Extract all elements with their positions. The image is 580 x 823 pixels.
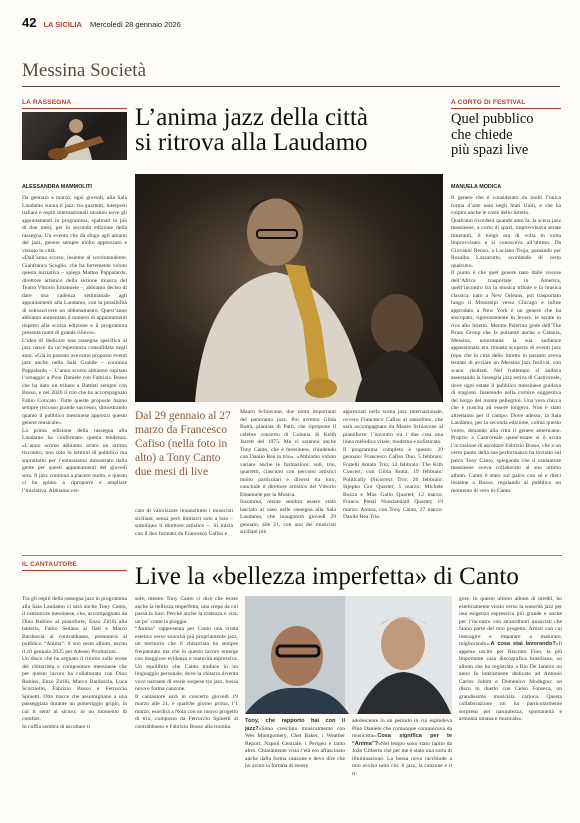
page-number: 42 xyxy=(22,15,37,30)
paper-name: LA SICILIA xyxy=(43,20,82,29)
top-article-column-3: Mauro Schiavone, due nomi importanti del panorama jazz. Poi avremo Gilda Buttà, pianista di Patti, che ripropone il celebre concerto di Colonia di Keith Jarrett del 1975. Ma ci saranno anche Tony Canto, che è messinese, chiudendo con Danilo Rea in trio». «Abbiamo voluto variare anche le formazioni: soli, trio, quartetti, ciascuno con percorsi artistici molto particolari e diversi tra loro, conclude il direttore artistico del Vittorio Emanuele per la Musica. Insomma, niente sembra essere stato lasciato al caso nelle rassegna alla Sala Laudamo, che inaugurerà giovedì 29 gennaio, alle 21, con uno dei musicisti siciliani più xyxy=(240,409,336,535)
interview-column-4 xyxy=(352,718,452,811)
interview-question-1: Tony, che rapporto hai con il jazz? xyxy=(245,718,345,732)
side-headline-line3: più spazi live xyxy=(451,142,529,158)
side-headline xyxy=(451,112,563,159)
side-headline-line2: che chiede xyxy=(451,126,513,143)
interview-answer-2-cont: gore. In questo ultimo album di inediti, ho esteticamente virato verso la sonorità jazz per una esigenza espressiva più grande e anche per l’incontro con straordinari musicisti che fanno parte del mio progetto. Artisti con cui interagire e imparare a maturare, migliorando». xyxy=(459,596,562,647)
interview-question-3: A cosa stai lavorando? xyxy=(490,641,556,647)
top-byline: ALESSANDRA MAMMOLITI xyxy=(22,184,92,190)
top-headline-line1: L’anima jazz della città xyxy=(135,104,368,131)
side-article-text: Il genere che è considerato da molti l’unica forma d’arte nata negli Stati Uniti, e che ha colpito anche le coste dello Stretto. Qualcuno ricorderà quando anni fa, la scena jazz messinese, a corto di spazi, improvvisava serate itineranti, il luogo era di volta in volta improvvisato e si conosceva all’ultimo. Da Giovanni Renzo, a Luciano Troja, passando per Rosalba Lazzarotto, scordando di certo qualcuno. Il punto è che quel genere nato dalle viscere dell’Africa trasportate in America, quell’incontro tra la musica tribale e la musica classica, nato a New Orleans, poi trasportato lungo il Mississipi verso Chicago e infine approdato a New York è un genere che ha sincopato, rigorosamente in levare, le serate in riva allo Stretto. Mentre Palermo gode dell’The Brass Group che fa pulsante anche a Catania, Messina, nonostante la sua audience appassionata era rimasta scoperta di eventi jazz (tipo che la città dello Stretto in passato aveva tentato di avviare un Messina jazz festival, con scarsi risultati. Nel frattempo si andava assestando la rassegna jazz estiva di Castroreale, dove ogni estate il pubblico messinese guidava di stagioni. Inserendo nella cornice suggestiva del borgo del monte pellegrini. Una vera chicca che è riuscita ad essere longeva. Non è stato altrettanto per il campo. Dove adesso, la Sala Laudamo, per la seconda edizione, colma questo vuoto, donando alla città il genere americano. Proprio a Castroreale quest’estate si è avuta l’occasione di ascoltare Fabrizio Bosso, che a un certo punto della sua performance ha invitato sul palco Tony Canto, spiegando che il cantautore messinese aveva collaborato al suo ultimo album. Canto è stato sul palco con sé e dieci insieme a Bosso, regalando al pubblico un momento di vero in-Canto. xyxy=(451,195,561,494)
bottom-section-rule xyxy=(22,555,562,556)
bottom-kicker-rule xyxy=(22,570,127,571)
bottom-column-1: Tra gli ospiti della rassegna jazz in programma alla Sala Laudamo ci sarà anche Tony Canto, il cantautore messinese, che, accompagnato da Dino Rubino al pianoforte, Enzo Zirilli alla batteria, Fabio Sedano ai fiati e Marco Bardoscia al contrabbasso, presenterà al pubblico “Anima”: il suo sesto album, uscito il 10 gennaio 2025 per Adesso Produzioni. Un disco che ha segnato il ritorno sulle scene del chitarrista e compositore messinese che per questo lavoro ha collaborato con Dino Rubino, Enzo Zirilli, Marco Bardoscia, Luca Scorziello, Fabrizio Bosso e Ferruccio Spinetti. Otto tracce che assomigliano a una passeggiata durante un pomeriggio grigio, in cui ti senti al sicuro; in un momento di comfort. In cuffia sembra di ascoltare il xyxy=(22,596,127,730)
saxophonist-photo xyxy=(135,174,443,402)
bottom-column-2: sole, mentre Tony Canto ci dice che esiste anche la bellezza imperfetta, una crepa da cui passa la luce. Perché anche la tristezza è vita, un po’ come la pioggia. “Anima” rappresenta per Canto una virata estetica verso sonorità più propriamente jazz, un territorio che il chitarrista ha sempre frequentato ma che in questo lavoro emerge con maggiore evidenza e maturità espressiva. Un equilibrio che Canto traduce in un linguaggio personale, dove la chitarra diventa voce narrante di storie sospese tra jazz, bossa nova e forma canzone. Il cantautore sarà in concerto giovedì 19 marzo alle 21, e qualche giorno prima, l’1 marzo, esordirà a Nola con un nuovo progetto di trio, composto da Ferruccio Spinetti al contrabbasso e Fabrizio Bosso alla tromba. xyxy=(135,596,238,730)
kicker-rule xyxy=(22,108,127,109)
top-article-column-1: Da gennaio a marzo, ogni giovedì, alla Sala Laudamo suona il jazz: tra quartetti, interpreti italiani e ospiti internazionali saranno nove gli appuntamenti in programma, spalmati in più di due mesi, per la seconda edizione della rassegna. Un evento che dà sfogo agli amanti del jazz, genere sempre molto apprezzato e vissuto in città. «Dall’anno scorso, insieme al sovrintendente, Gianfranco Scoglio, che ha fortemente voluto questa iniziativa – spiega Matteo Pappalardo, direttore artistico della sezione musica del Teatro Vittorio Emanuele –, abbiamo deciso di dare una cadenza settimanale agli appuntamenti alla Laudamo, con la possibilità di sottoscrivere un abbonamento. Quest’anno abbiamo aumentato il numero di appuntamenti rispetto alla scorsa edizione e il programma presenta nomi di grande rilievo». L’idea di dedicare una rassegna specifica al jazz nasce da un’esperienza consolidata negli anni. «Già in passato avevamo proposto eventi jazz anche nella Sala Grande – continua Pappalardo –. L’anno scorso abbiamo ospitato l’omaggio a Pino Daniele con Fabrizio Bosso che ha dato un tributo a Battisti sempre con Bosso, e nel 2020 il trio che ha accompagnato Fabio Concato. Tutte queste proposte hanno sempre riscosso grande successo, dimostrando quanto il pubblico messinese apprezzi questo genere musicale». La prima edizione della rassegna alla Laudamo ha confermato questa tendenza. «L’anno scorso abbiamo avuto un ottimo riscontro, non solo in termini di pubblico ma soprattutto per l’entusiasmo dimostrato dalla gente per questi appuntamenti del giovedì sera. Il jazz continua a piacere molto, e questo ci ha spinto a riproporre e ampliare l’iniziativa. Abbiamo cer- xyxy=(22,195,127,494)
top-kicker: LA RASSEGNA xyxy=(22,99,72,106)
side-headline-line1: Quel pubblico xyxy=(451,111,534,127)
interview-column-5 xyxy=(459,596,562,811)
guitar-player-photo xyxy=(22,112,127,160)
interview-answer-1: «Sono cresciuto musicalmente con Wes Montgomery, Chet Baker, i Weather Report, Napoli Centrale, i Perigeo e tanto altro. Chiaramente vista l’età ero affascinato anche dalla forma canzone e devo dire che ho avuto la fortuna di essere xyxy=(245,725,345,769)
bottom-headline: Live la «bellezza imperfetta» di Canto xyxy=(135,563,519,590)
tony-canto-photo xyxy=(245,596,452,714)
top-headline-line2: si ritrova alla Laudamo xyxy=(135,129,368,156)
bottom-kicker: IL CANTAUTORE xyxy=(22,561,77,568)
top-article-column-4: apprezzati nella scena jazz internazionale, ovvero Francesco Cafiso al sassofono, che sarà accompagnato da Mauro Schiavone al pianoforte: l’incontro tra i due crea una linea melodica vitale, moderna e sofisticata. Il programma completo è questo: 29 gennaio: Francesco Cafiso Duo. 5 febbraio: Fratelli Amato Trio; 12 febbraio: The Kith Concert, con Gilda Buttà; 19 febbraio: Politically (Sicorrect Trio; 26 febbraio: Stjepko Gut Quartet; 5 marzo: Michele Bozza e Max Gallo Quartet; 12 marzo: Franco Presti Nonstandard Quartet; 19 marzo: Anima, con Tony Canto, 27 marzo: Danilo Rea Trio. xyxy=(343,409,443,520)
side-kicker-rule xyxy=(451,108,561,109)
top-article-column-2b: cato di valorizzare innanzitutto i musicisti siciliani, senza però limitarci solo a loro – sottolinea il direttore artistico –. Si inizia con il duo formato da Francesco Cafiso e xyxy=(135,508,233,537)
page-header xyxy=(22,14,562,28)
interview-answer-1-cont: adolescente in un periodo in cui esplodeva Pino Daniele che comunque comunicava da musicista». xyxy=(352,718,452,739)
interview-question-2: Cosa significa per te “Anima”? xyxy=(352,733,452,747)
interview-answer-2: «Nel tempo sono stato rapito da João Gilberto che per me è stato una sorta di illuminazione. La bossa nova racchiude a mio avviso tutto ciò: il jazz, la canzone e il ri- xyxy=(352,740,452,777)
top-headline xyxy=(135,105,435,155)
interview-answer-3: «Il appena uscito per Riscoito Fino, la più importante casa discografica brasiliana, un album che ho registrato a Rio De Janeiro un anno fa interamente dedicato ad Antonio Carlos Jobim e Domenico Modugno: un disco in duetto con Celso Fonseca, un grandissimo musicista carioca. Questa collaborazione mi ha particolarmente sorpreso per naturalezza, spontaneità e armonia umana e musicale». xyxy=(459,641,562,722)
section-rule xyxy=(22,86,560,87)
photo-caption: Dal 29 gennaio al 27 marzo da Francesco Cafiso (nella foto in alto) a Tony Canto due mesi di live xyxy=(135,410,231,478)
side-kicker: A CORTO DI FESTIVAL xyxy=(451,99,526,106)
section-title: Messina Società xyxy=(22,60,147,81)
interview-column-3 xyxy=(245,718,345,811)
issue-date: Mercoledì 28 gennaio 2026 xyxy=(89,20,181,29)
side-byline: MANUELA MODICA xyxy=(451,184,502,190)
